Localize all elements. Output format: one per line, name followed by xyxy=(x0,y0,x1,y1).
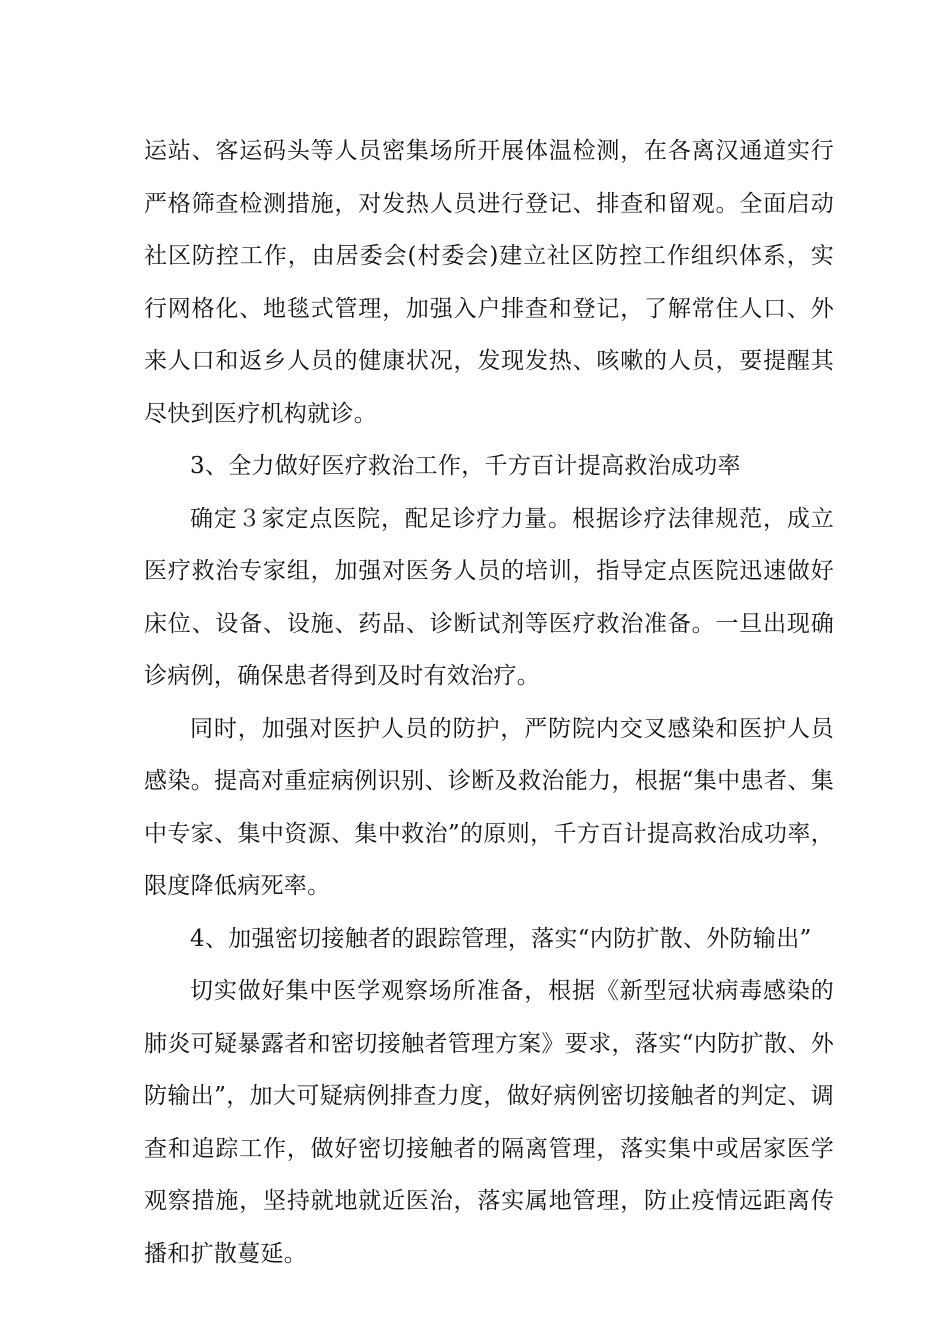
paragraph-designated-hospitals: 确定３家定点医院，配足诊疗力量。根据诊疗法律规范，成立医疗救治专家组，加强对医务人员的培训，指导定点医院迅速做好床位、设备、设施、药品、诊断试剂等医疗救治准备。一旦出现确诊病例，确保患者得到及时有效治疗。 xyxy=(144,505,834,689)
paragraph-close-contact-management: 切实做好集中医学观察场所准备，根据《新型冠状病毒感染的肺炎可疑暴露者和密切接触者管理方案》要求，落实“内防扩散、外防输出”，加大可疑病例排查力度，做好病例密切接触者的判定、调查和追踪工作，做好密切接触者的隔离管理，落实集中或居家医学观察措施，坚持就地就近医治，落实属地管理，防止疫情远距离传播和扩散蔓延。 xyxy=(144,978,834,1267)
paragraph-medical-staff-protection: 同时，加强对医护人员的防护，严防院内交叉感染和医护人员感染。提高对重症病例识别、诊断及救治能力，根据“集中患者、集中专家、集中资源、集中救治”的原则，千方百计提高救治成功率，限度降低病死率。 xyxy=(144,715,834,899)
document-body xyxy=(144,125,834,1280)
section-heading-4: 4、加强密切接触者的跟踪管理，落实“内防扩散、外防输出” xyxy=(190,925,812,952)
paragraph-continuation: 运站、客运码头等人员密集场所开展体温检测，在各离汉通道实行严格筛查检测措施，对发热人员进行登记、排查和留观。全面启动社区防控工作，由居委会(村委会)建立社区防控工作组织体系，实行网格化、地毯式管理，加强入户排查和登记，了解常住人口、外来人口和返乡人员的健康状况，发现发热、咳嗽的人员，要提醒其尽快到医疗机构就诊。 xyxy=(144,138,834,427)
section-heading-3: 3、全力做好医疗救治工作，千方百计提高救治成功率 xyxy=(190,453,741,479)
